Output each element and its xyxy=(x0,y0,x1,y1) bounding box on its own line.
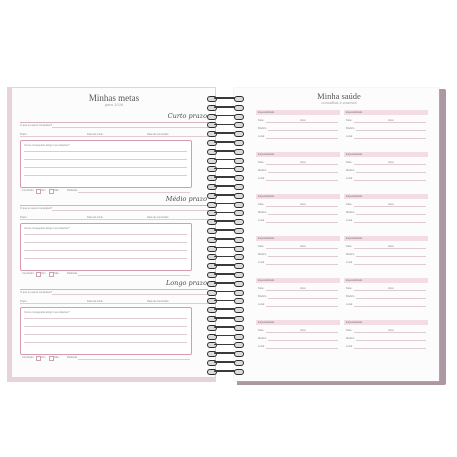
spiral-wire xyxy=(214,106,235,108)
goal-section-heading: Longo prazo xyxy=(165,279,207,287)
spiral-ring-right xyxy=(234,360,244,366)
spiral-wire xyxy=(214,361,235,363)
appointment-card xyxy=(344,152,428,188)
spiral-wire xyxy=(214,326,235,328)
spiral-wire xyxy=(214,317,235,319)
card-line xyxy=(354,164,426,165)
date-line xyxy=(20,303,208,304)
spiral-wire xyxy=(214,335,235,337)
spiral-wire xyxy=(214,220,235,222)
card-line xyxy=(356,172,426,173)
spiral-wire xyxy=(214,115,235,117)
specialty-label: Especialidade xyxy=(346,237,363,240)
spiral-wire xyxy=(214,344,235,346)
spiral-ring-right xyxy=(234,184,244,190)
card-line xyxy=(266,332,338,333)
heading-rule xyxy=(20,122,208,123)
specialty-label: Especialidade xyxy=(346,321,363,324)
spiral-ring-right xyxy=(234,96,244,102)
specialty-label: Especialidade xyxy=(258,321,275,324)
date-line xyxy=(20,136,208,137)
card-line xyxy=(266,164,338,165)
time-label: Hora xyxy=(300,203,306,206)
spiral-wire xyxy=(214,168,235,170)
card-line xyxy=(266,290,338,291)
spiral-ring-right xyxy=(234,193,244,199)
time-label: Hora xyxy=(388,245,394,248)
date-label: Data xyxy=(258,119,264,122)
date-label: Data xyxy=(258,203,264,206)
appointment-card xyxy=(344,236,428,272)
spiral-wire xyxy=(214,229,235,231)
spiral-ring-right xyxy=(234,210,244,216)
card-line xyxy=(266,122,338,123)
left-page-title: Minhas metas xyxy=(88,93,140,103)
spiral-ring-right xyxy=(234,290,244,296)
doctor-label: Médico xyxy=(346,337,355,340)
spiral-ring-right xyxy=(234,175,244,181)
specialty-label: Especialidade xyxy=(346,195,363,198)
start-date-label: Data de início xyxy=(87,133,103,136)
card-line xyxy=(266,222,338,223)
specialty-label: Especialidade xyxy=(346,279,363,282)
spiral-wire xyxy=(214,159,235,161)
place-label: Local xyxy=(346,303,353,306)
spiral-ring-right xyxy=(234,246,244,252)
card-line xyxy=(266,206,338,207)
card-line xyxy=(266,138,338,139)
place-label: Local xyxy=(258,303,265,306)
spiral-wire xyxy=(214,238,235,240)
plan-line xyxy=(24,342,187,343)
appointment-card xyxy=(344,110,428,146)
doctor-label: Médico xyxy=(346,295,355,298)
doctor-label: Médico xyxy=(258,253,267,256)
plan-line xyxy=(24,318,187,319)
card-line xyxy=(268,298,338,299)
appointment-card xyxy=(256,278,340,314)
plan-line xyxy=(24,151,187,152)
doctor-label: Médico xyxy=(258,337,267,340)
goal-question-label: O que eu quero conquistar? xyxy=(20,124,53,127)
spiral-ring-right xyxy=(234,325,244,331)
card-line xyxy=(354,222,426,223)
place-label: Local xyxy=(346,261,353,264)
doctor-label: Médico xyxy=(346,253,355,256)
answer-line xyxy=(52,127,208,128)
plan-line xyxy=(24,167,187,168)
spiral-ring-right xyxy=(234,298,244,304)
place-label: Local xyxy=(346,135,353,138)
card-line xyxy=(354,290,426,291)
spiral-ring-right xyxy=(234,272,244,278)
right-page xyxy=(234,88,439,381)
deadline-label: Prazo xyxy=(20,216,27,219)
plan-line xyxy=(24,159,187,160)
goal-question-label: O que eu quero conquistar? xyxy=(20,207,53,210)
plan-question-label: Como conseguirei atingir meu objetivo? xyxy=(24,311,70,314)
appointment-card xyxy=(344,320,428,356)
plan-question-label: Como conseguirei atingir meu objetivo? xyxy=(24,227,70,230)
appointment-card xyxy=(256,110,340,146)
spiral-wire xyxy=(214,212,235,214)
spiral-ring-right xyxy=(234,166,244,172)
specialty-label: Especialidade xyxy=(258,111,275,114)
card-line xyxy=(354,264,426,265)
specialty-label: Especialidade xyxy=(346,111,363,114)
spiral-ring-right xyxy=(234,114,244,120)
card-line xyxy=(356,340,426,341)
plan-line xyxy=(24,250,187,251)
specialty-label: Especialidade xyxy=(346,153,363,156)
deadline-label: Prazo xyxy=(20,133,27,136)
heading-rule xyxy=(20,289,208,290)
appointment-card xyxy=(256,320,340,356)
spiral-ring-right xyxy=(234,281,244,287)
date-label: Data xyxy=(346,245,352,248)
place-label: Local xyxy=(258,219,265,222)
time-label: Hora xyxy=(300,329,306,332)
right-page-title: Minha saúde xyxy=(317,91,361,101)
time-label: Hora xyxy=(300,161,306,164)
result-label: Concluído xyxy=(22,356,34,359)
specialty-label: Especialidade xyxy=(258,279,275,282)
card-line xyxy=(356,256,426,257)
card-line xyxy=(354,306,426,307)
specialty-label: Especialidade xyxy=(258,195,275,198)
appointment-card xyxy=(256,236,340,272)
spiral-ring-right xyxy=(234,369,244,375)
card-line xyxy=(356,130,426,131)
place-label: Local xyxy=(346,219,353,222)
card-line xyxy=(268,256,338,257)
date-label: Data xyxy=(258,161,264,164)
spiral-wire xyxy=(214,300,235,302)
spiral-ring-right xyxy=(234,140,244,146)
yes-label: Sim xyxy=(41,272,46,275)
spiral-ring-right xyxy=(234,202,244,208)
left-page-subtitle: para 2026 xyxy=(104,103,124,107)
card-line xyxy=(354,348,426,349)
spiral-ring-right xyxy=(234,237,244,243)
spiral-ring-right xyxy=(234,105,244,111)
spiral-wire xyxy=(214,185,235,187)
goal-plan-box xyxy=(20,307,192,355)
start-date-label: Data de início xyxy=(87,216,103,219)
spiral-wire xyxy=(214,132,235,134)
spiral-wire xyxy=(214,176,235,178)
date-label: Data xyxy=(258,245,264,248)
spiral-wire xyxy=(214,141,235,143)
result-label: Concluído xyxy=(22,272,34,275)
spiral-ring-right xyxy=(234,158,244,164)
card-line xyxy=(266,180,338,181)
time-label: Hora xyxy=(300,287,306,290)
spiral-ring-right xyxy=(234,149,244,155)
spiral-wire xyxy=(214,203,235,205)
card-line xyxy=(266,248,338,249)
reflection-line xyxy=(78,359,190,360)
doctor-label: Médico xyxy=(346,127,355,130)
appointment-card xyxy=(344,194,428,230)
spiral-wire xyxy=(214,194,235,196)
goal-section-heading: Curto prazo xyxy=(167,112,207,120)
deadline-label: Prazo xyxy=(20,300,27,303)
spiral-ring-right xyxy=(234,263,244,269)
doctor-label: Médico xyxy=(258,127,267,130)
date-label: Data xyxy=(258,329,264,332)
reflection-label: Reflexão xyxy=(67,272,78,275)
date-label: Data xyxy=(346,203,352,206)
card-line xyxy=(356,298,426,299)
spiral-wire xyxy=(214,282,235,284)
right-page-subtitle: consultas e exames xyxy=(321,101,357,105)
plan-line xyxy=(24,326,187,327)
reflection-label: Reflexão xyxy=(67,189,78,192)
heading-rule xyxy=(20,205,208,206)
plan-line xyxy=(24,334,187,335)
place-label: Local xyxy=(258,345,265,348)
no-label: Não xyxy=(54,356,59,359)
spiral-ring-right xyxy=(234,219,244,225)
no-label: Não xyxy=(54,189,59,192)
goal-question-label: O que eu quero conquistar? xyxy=(20,291,53,294)
spiral-ring-right xyxy=(234,307,244,313)
completion-date-label: Data de conclusão xyxy=(147,216,169,219)
goal-plan-box xyxy=(20,140,192,188)
appointment-card xyxy=(344,278,428,314)
time-label: Hora xyxy=(388,203,394,206)
appointment-card xyxy=(256,152,340,188)
doctor-label: Médico xyxy=(258,211,267,214)
goal-plan-box xyxy=(20,223,192,271)
yes-label: Sim xyxy=(41,189,46,192)
time-label: Hora xyxy=(388,329,394,332)
specialty-label: Especialidade xyxy=(258,153,275,156)
specialty-label: Especialidade xyxy=(258,237,275,240)
spiral-ring-right xyxy=(234,334,244,340)
card-line xyxy=(354,122,426,123)
plan-line xyxy=(24,234,187,235)
card-line xyxy=(266,306,338,307)
place-label: Local xyxy=(346,177,353,180)
card-line xyxy=(354,206,426,207)
place-label: Local xyxy=(346,345,353,348)
doctor-label: Médico xyxy=(258,295,267,298)
plan-line xyxy=(24,175,187,176)
time-label: Hora xyxy=(388,119,394,122)
appointment-card xyxy=(256,194,340,230)
spiral-wire xyxy=(214,97,235,99)
date-label: Data xyxy=(346,119,352,122)
spiral-ring-right xyxy=(234,351,244,357)
spiral-ring-right xyxy=(234,131,244,137)
spiral-ring-right xyxy=(234,316,244,322)
card-line xyxy=(268,172,338,173)
card-line xyxy=(354,138,426,139)
reflection-line xyxy=(78,192,190,193)
completion-date-label: Data de conclusão xyxy=(147,133,169,136)
spiral-wire xyxy=(214,256,235,258)
card-line xyxy=(268,340,338,341)
completion-date-label: Data de conclusão xyxy=(147,300,169,303)
plan-question-label: Como conseguirei atingir meu objetivo? xyxy=(24,144,70,147)
card-line xyxy=(268,130,338,131)
card-line xyxy=(268,214,338,215)
spiral-wire xyxy=(214,124,235,126)
spiral-ring-right xyxy=(234,122,244,128)
doctor-label: Médico xyxy=(346,169,355,172)
card-line xyxy=(266,264,338,265)
spiral-wire xyxy=(214,352,235,354)
time-label: Hora xyxy=(300,245,306,248)
date-line xyxy=(20,219,208,220)
time-label: Hora xyxy=(388,161,394,164)
no-label: Não xyxy=(54,272,59,275)
spiral-ring-right xyxy=(234,254,244,260)
doctor-label: Médico xyxy=(346,211,355,214)
date-label: Data xyxy=(258,287,264,290)
date-label: Data xyxy=(346,161,352,164)
card-line xyxy=(354,332,426,333)
date-label: Data xyxy=(346,287,352,290)
result-label: Concluído xyxy=(22,189,34,192)
card-line xyxy=(354,180,426,181)
spiral-wire xyxy=(214,264,235,266)
card-line xyxy=(356,214,426,215)
answer-line xyxy=(52,210,208,211)
spiral-wire xyxy=(214,150,235,152)
reflection-line xyxy=(78,275,190,276)
goal-section-heading: Médio prazo xyxy=(165,195,207,203)
left-page xyxy=(12,88,215,377)
time-label: Hora xyxy=(300,119,306,122)
reflection-label: Reflexão xyxy=(67,356,78,359)
place-label: Local xyxy=(258,261,265,264)
start-date-label: Data de início xyxy=(87,300,103,303)
place-label: Local xyxy=(258,135,265,138)
spiral-wire xyxy=(214,308,235,310)
spiral-wire xyxy=(214,273,235,275)
place-label: Local xyxy=(258,177,265,180)
time-label: Hora xyxy=(388,287,394,290)
spiral-wire xyxy=(214,247,235,249)
card-line xyxy=(266,348,338,349)
spiral-wire xyxy=(214,370,235,372)
plan-line xyxy=(24,242,187,243)
answer-line xyxy=(52,294,208,295)
plan-line xyxy=(24,258,187,259)
yes-label: Sim xyxy=(41,356,46,359)
spiral-ring-right xyxy=(234,342,244,348)
card-line xyxy=(354,248,426,249)
spiral-wire xyxy=(214,291,235,293)
spiral-ring-right xyxy=(234,228,244,234)
doctor-label: Médico xyxy=(258,169,267,172)
date-label: Data xyxy=(346,329,352,332)
